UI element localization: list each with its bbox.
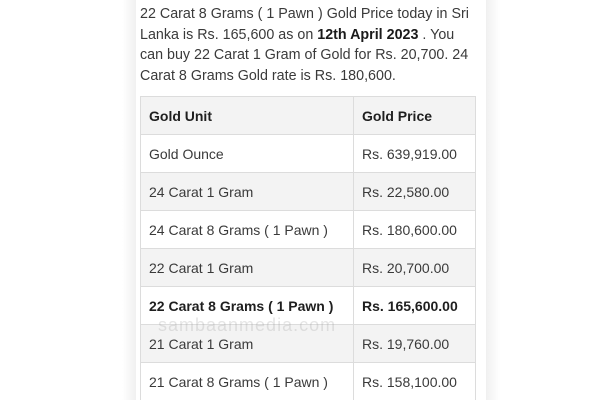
table-row xyxy=(141,211,476,249)
table-row xyxy=(141,363,476,400)
table-row xyxy=(141,135,476,173)
header-gold-price: Gold Price xyxy=(354,97,476,135)
intro-paragraph xyxy=(140,0,480,86)
page-shadow-right xyxy=(486,0,500,400)
page-shadow-left xyxy=(122,0,136,400)
cell-unit: 24 Carat 8 Grams ( 1 Pawn ) xyxy=(141,211,354,249)
cell-price: Rs. 22,580.00 xyxy=(354,173,476,211)
cell-price: Rs. 19,760.00 xyxy=(354,325,476,363)
intro-text-2: . You can buy 22 Carat 1 Gram of Gold for Rs. 20,700. 24 Carat 8 Grams Gold rate is Rs. 180,600. xyxy=(140,26,469,84)
watermark: sambaanmedia.com xyxy=(158,315,337,335)
cell-unit: 21 Carat 8 Grams ( 1 Pawn ) xyxy=(141,363,354,400)
cell-unit: 22 Carat 1 Gram xyxy=(141,249,354,287)
cell-price: Rs. 639,919.00 xyxy=(354,135,476,173)
cell-price: Rs. 180,600.00 xyxy=(354,211,476,249)
table-row-highlighted xyxy=(141,287,476,325)
table-row xyxy=(141,173,476,211)
cell-price: Rs. 158,100.00 xyxy=(354,363,476,400)
intro-text-1: 22 Carat 8 Grams ( 1 Pawn ) Gold Price today in Sri Lanka is Rs. 165,600 as on xyxy=(140,6,469,43)
cell-price: Rs. 165,600.00 xyxy=(354,287,476,325)
cell-price: Rs. 20,700.00 xyxy=(354,249,476,287)
cell-unit: 22 Carat 8 Grams ( 1 Pawn ) xyxy=(141,287,354,325)
header-gold-unit: Gold Unit xyxy=(141,97,354,135)
cell-unit: Gold Ounce xyxy=(141,135,354,173)
table-row xyxy=(141,249,476,287)
table-header-row xyxy=(141,97,476,135)
gold-price-table xyxy=(140,96,476,400)
cell-unit: 24 Carat 1 Gram xyxy=(141,173,354,211)
intro-date: 12th April 2023 xyxy=(317,26,419,43)
table-row xyxy=(141,325,476,363)
cell-unit: 21 Carat 1 Gram xyxy=(141,325,354,363)
